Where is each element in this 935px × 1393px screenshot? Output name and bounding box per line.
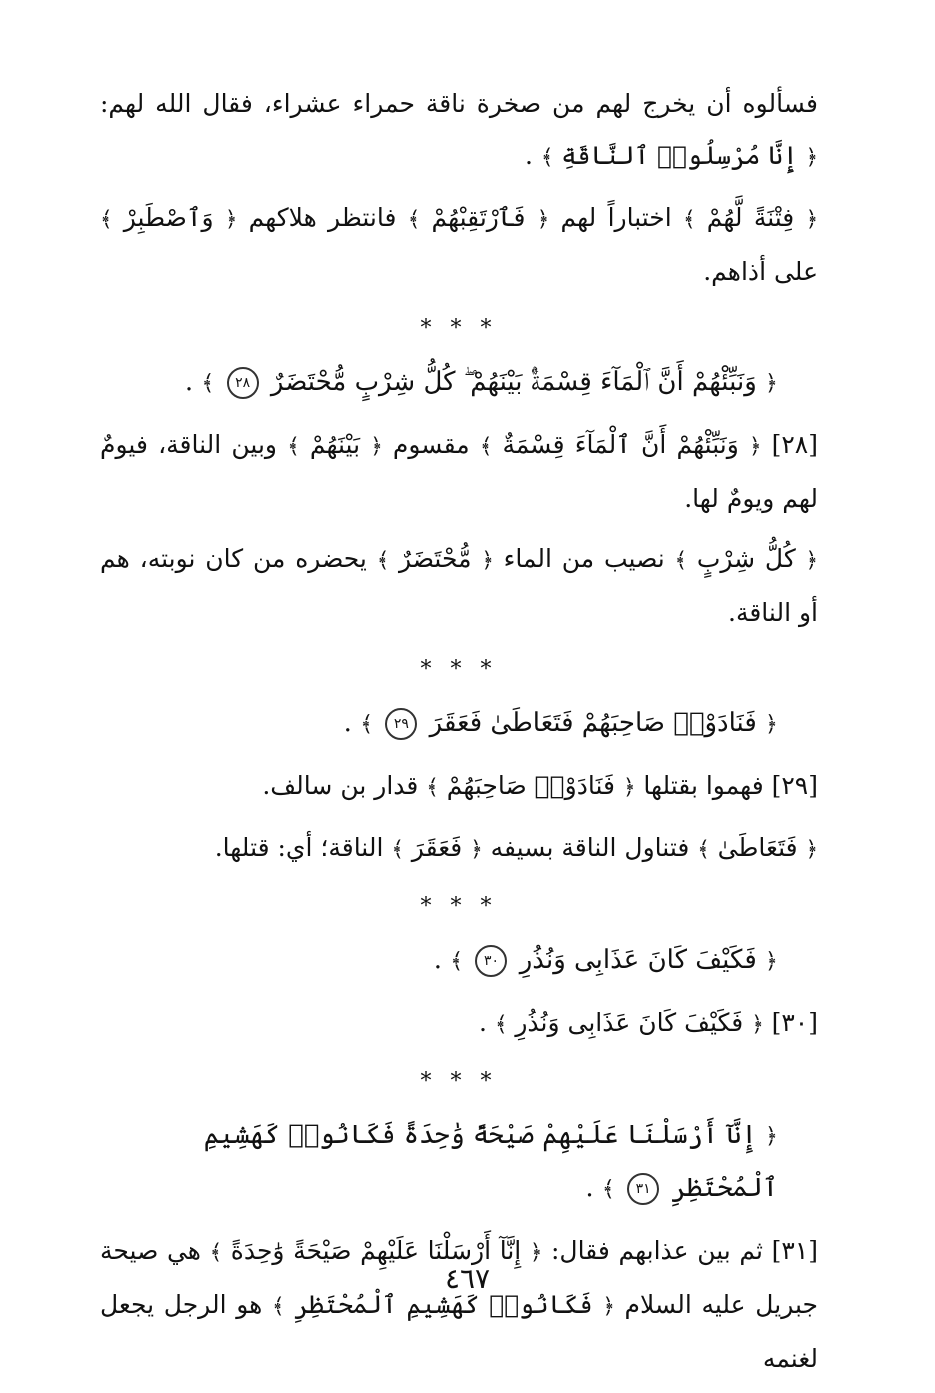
quran-quote: ﴿ فِتْنَةً لَّهُمْ ﴾ [683,203,819,232]
quran-quote: ﴿ فَتَعَاطَىٰ ﴾ [697,833,818,862]
quran-quote: ﴿ فَنَادَوْا۟ صَاحِبَهُمْ ﴾ [426,771,636,800]
text: هي صيحة جبريل عليه السلام [100,1236,818,1319]
verse-29: ﴿ فَنَادَوْا۟ صَاحِبَهُمْ فَتَعَاطَىٰ فَعَقَرَ ٢٩ ﴾ . [343,708,778,738]
quran-quote: ﴿ مُّحْتَضَرٌ ﴾ [376,544,494,573]
text: فهموا بقتلها [643,771,764,800]
verse-label: [٣١] [771,1236,819,1265]
section-divider: * * * [420,1069,498,1094]
page-number: ٤٦٧ [444,1262,491,1295]
section-divider: * * * [420,894,498,919]
section-divider: * * * [420,657,498,682]
verse-number-marker: ٢٩ [385,708,417,740]
verse-30: ﴿ فَكَيْفَ كَانَ عَذَابِى وَنُذُرِ ٣٠ ﴾ . [433,945,778,975]
paragraph-commentary-27 [100,192,818,298]
verse-text: وَنَبِّئْهُمْ أَنَّ ٱلْمَآءَ قِسْمَةٌۢ بَيْنَهُمْ ۖ كُلُّ شِرْبٍ مُّحْتَضَرٌ [270,367,757,397]
quran-quote: ﴿ فَكَيْفَ كَانَ عَذَابِى وَنُذُرِ ﴾ [494,1008,764,1037]
text: . [524,141,533,170]
verse-number-marker: ٣١ [627,1173,659,1205]
text: قدار بن سالف. [262,771,419,800]
text: الناقة؛ أي: قتلها. [214,833,384,862]
text: فسألوه أن يخرج لهم من صخرة ناقة حمراء عشراء، فقال الله لهم: [100,89,818,118]
text: فتناول الناقة بسيفه [490,833,690,862]
quran-quote: ﴿ بَيْنَهُمْ ﴾ [287,430,383,459]
verse-label: [٢٩] [771,771,818,800]
verse-text: إِنَّآ أَرْسَلْنَا عَلَيْهِمْ صَيْحَةً وَٰحِدَةً فَكَانُوا۟ كَهَشِيمِ ٱلْمُحْتَظِرِ [203,1120,778,1203]
paragraph-commentary-28 [100,419,818,525]
quran-quote: ﴿ كُلُّ شِرْبٍ ﴾ [674,544,818,573]
verse-31: ﴿ إِنَّآ أَرْسَلْنَا عَلَيْهِمْ صَيْحَةً وَٰحِدَةً فَكَانُوا۟ كَهَشِيمِ ٱلْمُحْتَظِرِ ٣١ ﴾ . [203,1120,778,1203]
text: هو الرجل يجعل لغنمه [100,1290,818,1373]
quran-quote: ﴿ فَعَقَرَ ﴾ [391,833,483,862]
paragraph-commentary-28b [100,533,818,639]
verse-28: ﴿ وَنَبِّئْهُمْ أَنَّ ٱلْمَآءَ قِسْمَةٌۢ بَيْنَهُمْ ۖ كُلُّ شِرْبٍ مُّحْتَضَرٌ ٢٨ ﴾ . [184,367,778,397]
paragraph-commentary-30: [٣٠] ﴿ فَكَيْفَ كَانَ عَذَابِى وَنُذُرِ ﴾ . [479,1008,818,1037]
verse-number-marker: ٢٨ [227,367,259,399]
page-body [100,78,818,1393]
section-divider: * * * [420,316,498,341]
verse-text: فَكَيْفَ كَانَ عَذَابِى وَنُذُرِ [519,945,757,975]
quran-quote: ﴿ وَنَبِّئْهُمْ أَنَّ ٱلْمَآءَ قِسْمَةٌ ﴾ [479,430,762,459]
verse-label: [٣٠] [771,1008,818,1037]
text: يحضره من كان نوبته، هم أو الناقة. [100,544,818,627]
quran-quote: ﴿ إِنَّا مُرْسِلُوا۟ ٱلنَّاقَةِ ﴾ [540,141,818,170]
quran-quote: ﴿ وَٱصْطَبِرْ ﴾ [100,203,238,232]
text: فانتظر هلاكهم [248,203,397,232]
verse-text: فَنَادَوْا۟ صَاحِبَهُمْ فَتَعَاطَىٰ فَعَقَرَ [429,708,757,738]
text: وبين الناقة، فيومٌ لهم ويومٌ لها. [100,430,818,513]
text: نصيب من الماء [503,544,665,573]
paragraph-commentary-31 [100,1225,818,1385]
paragraph-intro [100,78,818,184]
paragraph-commentary-29b [100,822,818,876]
text: ثم بين عذابهم فقال: [551,1236,763,1265]
text: على أذاهم. [703,257,818,286]
text: اختباراً لهم [560,203,672,232]
verse-label: [٢٨] [771,430,818,459]
quran-quote: ﴿ فَٱرْتَقِبْهُمْ ﴾ [407,203,550,232]
quran-quote: ﴿ فَكَانُوا۟ كَهَشِيمِ ٱلْمُحْتَظِرِ ﴾ [272,1290,615,1319]
verse-number-marker: ٣٠ [475,945,507,977]
text: مقسوم [392,430,470,459]
paragraph-commentary-29 [100,760,818,814]
quran-quote: ﴿ إِنَّآ أَرْسَلْنَا عَلَيْهِمْ صَيْحَةً وَٰحِدَةً ﴾ [209,1236,543,1265]
